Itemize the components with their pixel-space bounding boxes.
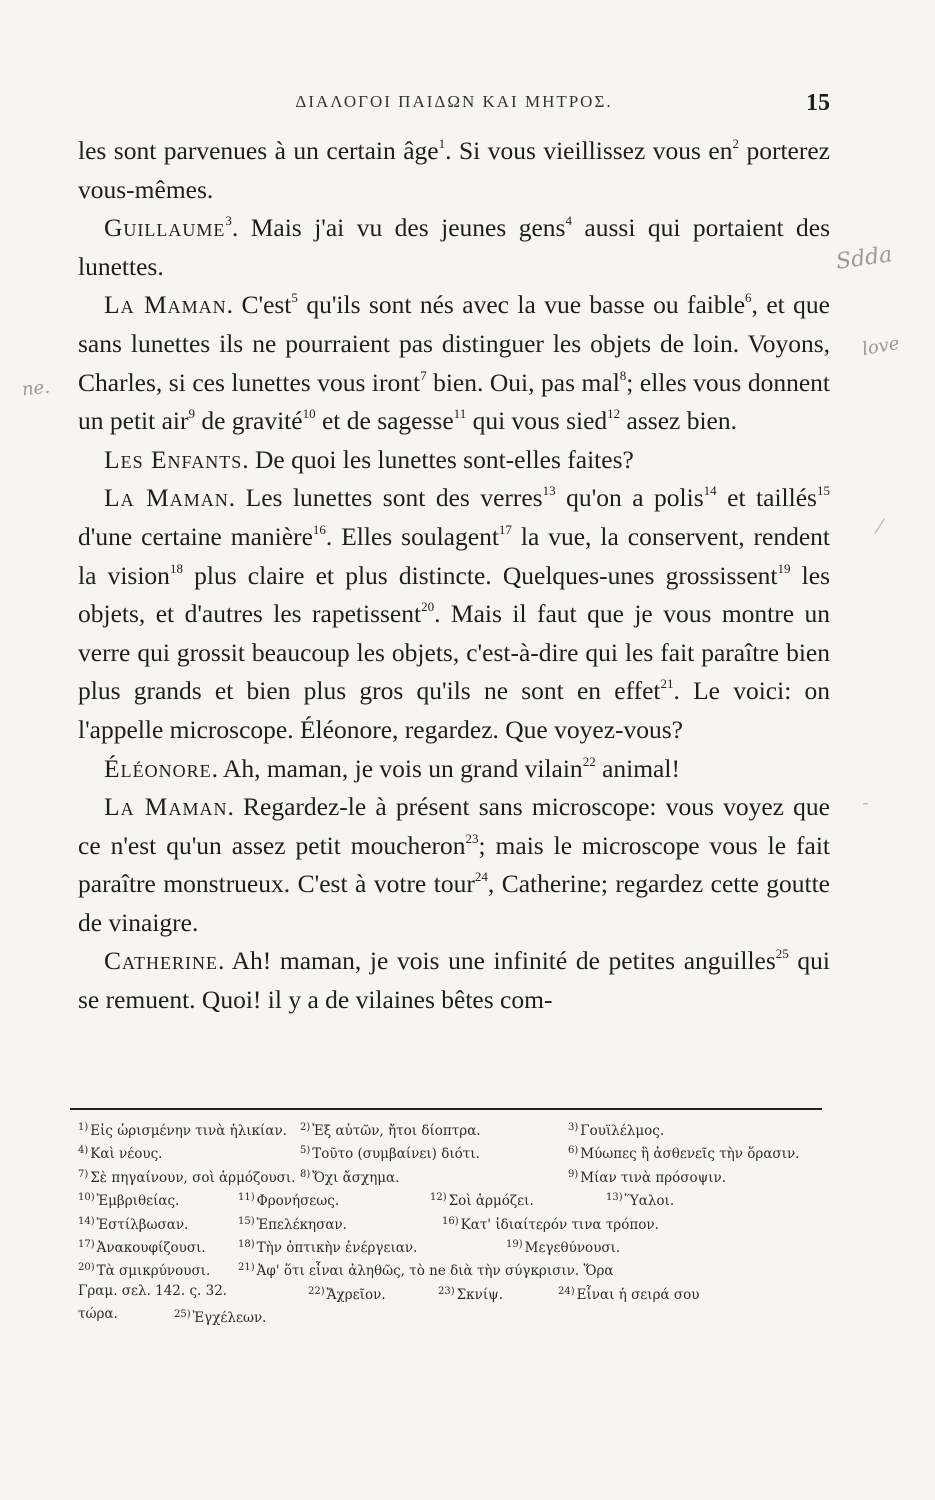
footnote-text: Σὲ πηγαίνουν, σοὶ ἁρμόζουσι.	[90, 1169, 296, 1186]
page-number: 15	[806, 90, 830, 116]
text-run: animal!	[595, 753, 680, 783]
footnote-text: τώρα.	[78, 1306, 118, 1323]
footnote-line	[78, 1235, 824, 1258]
footnote: $^{19)}$ Μεγεθύνουσι.	[506, 1239, 621, 1257]
footnote: $^{21)}$ Ἀφ' ὅτι εἶναι ἀληθῶς, τὸ ne διὰ τὴν σύγκρισιν. Ὅρα	[238, 1262, 614, 1280]
footnote-text: Τὰ σμικρύνουσι.	[96, 1263, 211, 1280]
text-run: . De quoi les lunettes sont-elles faites?	[242, 444, 634, 474]
footnote-ref: 25	[775, 946, 789, 962]
footnote-ref: 5	[291, 290, 298, 306]
footnote-ref: 11	[453, 406, 467, 422]
running-title: ΔΙΑΛΟΓΟΙ ΠΑΙΔΩΝ ΚΑΙ ΜΗΤΡΟΣ.	[295, 92, 613, 111]
paragraph-7	[78, 788, 830, 942]
footnote: $^{8)}$ Ὄχι ἄσχημα.	[300, 1168, 400, 1186]
footnote-text: Σκνίψ.	[456, 1286, 504, 1303]
text-run: . Regardez-le à présent sans microscope: vous voyez que ce n'est qu'un assez petit moucheron	[78, 792, 830, 860]
text-run: et taillés	[716, 483, 817, 513]
footnote-ref: 19	[777, 560, 791, 576]
footnote-text: Γουϊλέλμος.	[580, 1123, 665, 1139]
footnote-ref: 8	[619, 367, 627, 383]
footnote	[78, 1305, 174, 1328]
paragraph-3	[78, 286, 830, 440]
paragraph-2	[78, 209, 830, 286]
footnote: $^{15)}$ Ἐπελέκησαν.	[238, 1215, 347, 1233]
footnote-text: Ἐγχέλεων.	[192, 1310, 267, 1327]
footnote-line	[78, 1212, 824, 1235]
footnote: $^{2)}$ Ἐξ αὐτῶν, ἤτοι δίοπτρα.	[300, 1122, 481, 1139]
footnote: $^{13)}$ Ὕαλοι.	[606, 1192, 675, 1210]
text-run: qu'ils sont nés avec la vue basse ou faible	[297, 290, 746, 320]
speaker-name: La Maman	[104, 483, 229, 513]
footnote-ref: 16	[312, 521, 326, 537]
text-run: , et que sans lunettes ils ne pourraient pas distinguer les objets de loin. Voyons, Charles, si ces lunettes vous iront	[78, 290, 830, 397]
text-run: . Ah, maman, je vois un grand vilain	[211, 753, 583, 783]
margin-note-right-mid: love	[860, 332, 901, 361]
footnote: $^{1)}$ Εἰς ὡρισμένην τινὰ ἡλικίαν.	[78, 1122, 287, 1139]
text-run: qui vous sied	[466, 406, 608, 436]
text-run: aussi qui portaient des lunettes.	[78, 213, 830, 281]
text-run: plus claire et plus distincte. Quelques-unes grossissent	[182, 560, 778, 590]
footnote-line	[78, 1188, 824, 1211]
footnote: $^{6)}$ Μύωπες ἢ ἀσθενεῖς τὴν ὅρασιν.	[568, 1145, 800, 1163]
text-run: les objets, et d'autres les rapetissent	[78, 560, 831, 629]
footnote: $^{20)}$ Τὰ σμικρύνουσι.	[78, 1262, 211, 1280]
paragraph-6	[78, 750, 830, 789]
footnote-text: Ἀφ' ὅτι εἶναι ἀληθῶς, τὸ ne διὰ τὴν σύγκρισιν. Ὅρα	[256, 1263, 614, 1280]
footnote: $^{9)}$ Μίαν τινὰ πρόσοψιν.	[568, 1168, 727, 1186]
footnote-ref: 1	[438, 136, 446, 151]
speaker-name: La Maman	[104, 792, 228, 822]
footnote-line	[78, 1282, 824, 1305]
text-run: les sont parvenues à un certain âge	[78, 136, 439, 165]
footnote-text: Ἀνακουφίζουσι.	[96, 1240, 206, 1257]
speaker-name: Guillaume	[104, 213, 226, 243]
text-run: d'une certaine manière	[78, 521, 313, 551]
footnote-ref: 18	[169, 560, 183, 576]
footnote-text: Ἐμβριθείας.	[96, 1193, 180, 1210]
footnote-line	[78, 1118, 824, 1141]
margin-note-left: ne.	[20, 376, 51, 401]
text-run: . C'est	[226, 290, 292, 320]
footnote-ref: 6	[745, 290, 752, 306]
footnote: $^{12)}$ Σοὶ ἁρμόζει.	[430, 1192, 534, 1210]
text-run: bien. Oui, pas mal	[426, 367, 620, 397]
text-run: , Catherine; regardez cette goutte de vinaigre.	[78, 869, 831, 937]
footnote-ref: 12	[607, 406, 621, 422]
text-run: porterez vous-mêmes.	[78, 136, 830, 204]
footnote: $^{14)}$ Ἐστίλβωσαν.	[78, 1215, 189, 1233]
paragraph-4	[78, 441, 830, 480]
footnote-line	[78, 1165, 824, 1188]
footnote-text: Μεγεθύνουσι.	[524, 1240, 621, 1257]
footnote-text: Ὄχι ἄσχημα.	[312, 1169, 400, 1186]
margin-mark: ⁄	[878, 514, 882, 538]
footnote: $^{10)}$ Ἐμβριθείας.	[78, 1192, 180, 1210]
footnote-ref: 7	[420, 367, 427, 383]
footnote-text: Σοὶ ἁρμόζει.	[448, 1193, 534, 1210]
footnote: $^{22)}$ Ἄχρεῖον.	[308, 1285, 386, 1303]
footnote-text: Καὶ νέους.	[90, 1146, 163, 1163]
footnote-line	[78, 1305, 824, 1328]
footnote-text: Κατ' ἰδιαίτερόν τινα τρόπον.	[460, 1216, 659, 1233]
footnote-text: Τὴν ὀπτικὴν ἐνέργειαν.	[256, 1240, 418, 1257]
footnote-text: Εἰς ὡρισμένην τινὰ ἡλικίαν.	[90, 1123, 287, 1139]
footnote-ref: 23	[465, 830, 479, 846]
footnote-ref: 9	[188, 406, 195, 422]
footnote: $^{16)}$ Κατ' ἰδιαίτερόν τινα τρόπον.	[442, 1215, 659, 1233]
footnote: $^{25)}$ Ἐγχέλεων.	[174, 1309, 267, 1327]
footnote-ref: 20	[421, 599, 435, 615]
footnote-ref: 21	[660, 676, 674, 692]
footnote-text: Γραμ. σελ. 142. ς. 32.	[78, 1282, 228, 1299]
footnote: $^{4)}$ Καὶ νέους.	[78, 1145, 163, 1163]
text-run: . Mais il faut que je vous montre un verre qui grossit beaucoup les objets, c'est-à-dire qui les fait paraître bien plus grands et bien plus gros qu'ils ne sont en effet	[78, 599, 830, 706]
text-run: . Si vous vieillissez vous en	[445, 136, 733, 165]
footnote: $^{23)}$ Σκνίψ.	[438, 1285, 504, 1303]
footnote: $^{11)}$ Φρονήσεως.	[238, 1192, 340, 1210]
footnote-ref: 14	[703, 483, 717, 499]
text-run: ; elles vous donnent un petit air	[78, 367, 830, 436]
footnote-text: Τοῦτο (συμβαίνει) διότι.	[312, 1146, 480, 1163]
footnote: $^{3)}$ Γουϊλέλμος.	[568, 1122, 665, 1139]
footnote-rule	[70, 1108, 822, 1110]
footnote-text: Ὕαλοι.	[624, 1193, 675, 1210]
text-run: assez bien.	[620, 406, 738, 436]
speaker-name: Catherine	[104, 946, 218, 976]
text-run: qui se remuent. Quoi! il y a de vilaines bêtes com-	[78, 946, 830, 1015]
footnote: $^{24)}$ Εἶναι ἡ σειρά σου	[558, 1285, 700, 1303]
footnote-ref: 22	[582, 753, 596, 769]
footnote-text: Φρονήσεως.	[256, 1193, 340, 1210]
footnote-ref: 10	[302, 406, 316, 422]
footnote-text: Μύωπες ἢ ἀσθενεῖς τὴν ὅρασιν.	[580, 1146, 800, 1163]
text-run: . Les lunettes sont des verres	[228, 483, 543, 513]
footnote-line	[78, 1141, 824, 1164]
text-run: qu'on a polis	[555, 483, 704, 513]
text-run: . Ah! maman, je vois une infinité de petites anguilles	[218, 946, 776, 976]
footnote-text: Ἐπελέκησαν.	[256, 1216, 347, 1233]
footnote-text: Ἄχρεῖον.	[326, 1286, 386, 1303]
footnote-ref: 13	[542, 483, 556, 499]
page-header	[78, 92, 830, 122]
paragraph-5	[78, 479, 830, 749]
text-run: . Le voici: on l'appelle microscope. Éléonore, regardez. Que voyez-vous?	[78, 676, 831, 744]
text-run: de gravité	[194, 406, 303, 436]
footnote: $^{5)}$ Τοῦτο (συμβαίνει) διότι.	[300, 1145, 480, 1163]
footnote-ref: 24	[474, 869, 488, 885]
footnote-text: Ἐξ αὐτῶν, ἤτοι δίοπτρα.	[312, 1123, 481, 1139]
paragraph-1	[78, 132, 830, 209]
footnote	[78, 1282, 308, 1305]
footnote: $^{7)}$ Σὲ πηγαίνουν, σοὶ ἁρμόζουσι.	[78, 1168, 296, 1186]
text-run: la vue, la conservent, rendent la vision	[78, 521, 830, 590]
footnote: $^{18)}$ Τὴν ὀπτικὴν ἐνέργειαν.	[238, 1239, 418, 1257]
footnote-ref: 15	[816, 483, 830, 499]
footnote-ref: 2	[732, 136, 739, 151]
speaker-name: Les Enfants	[104, 444, 243, 474]
margin-note-right-top: Sdda	[834, 242, 894, 275]
text-run: ; mais le microscope vous le fait paraître monstrueux. C'est à votre tour	[78, 830, 830, 899]
text-run: et de sagesse	[315, 406, 454, 436]
footnote-ref: 3	[225, 213, 232, 229]
footnotes	[78, 1118, 824, 1329]
footnote-text: Μίαν τινὰ πρόσοψιν.	[580, 1169, 727, 1186]
text-run: . Mais j'ai vu des jeunes gens	[231, 213, 566, 243]
speaker-name: Éléonore	[104, 753, 212, 783]
text-run: . Elles soulagent	[325, 521, 499, 551]
speaker-name: La Maman	[104, 290, 227, 320]
paragraph-8	[78, 942, 830, 1019]
footnote-text: Ἐστίλβωσαν.	[96, 1216, 189, 1233]
footnote-text: Εἶναι ἡ σειρά σου	[576, 1286, 700, 1303]
footnote-ref: 4	[565, 213, 572, 229]
footnote-ref: 17	[498, 521, 512, 537]
footnote-line	[78, 1258, 824, 1281]
main-text	[78, 132, 830, 1020]
footnote: $^{17)}$ Ἀνακουφίζουσι.	[78, 1239, 206, 1257]
margin-mark: -	[862, 790, 869, 814]
